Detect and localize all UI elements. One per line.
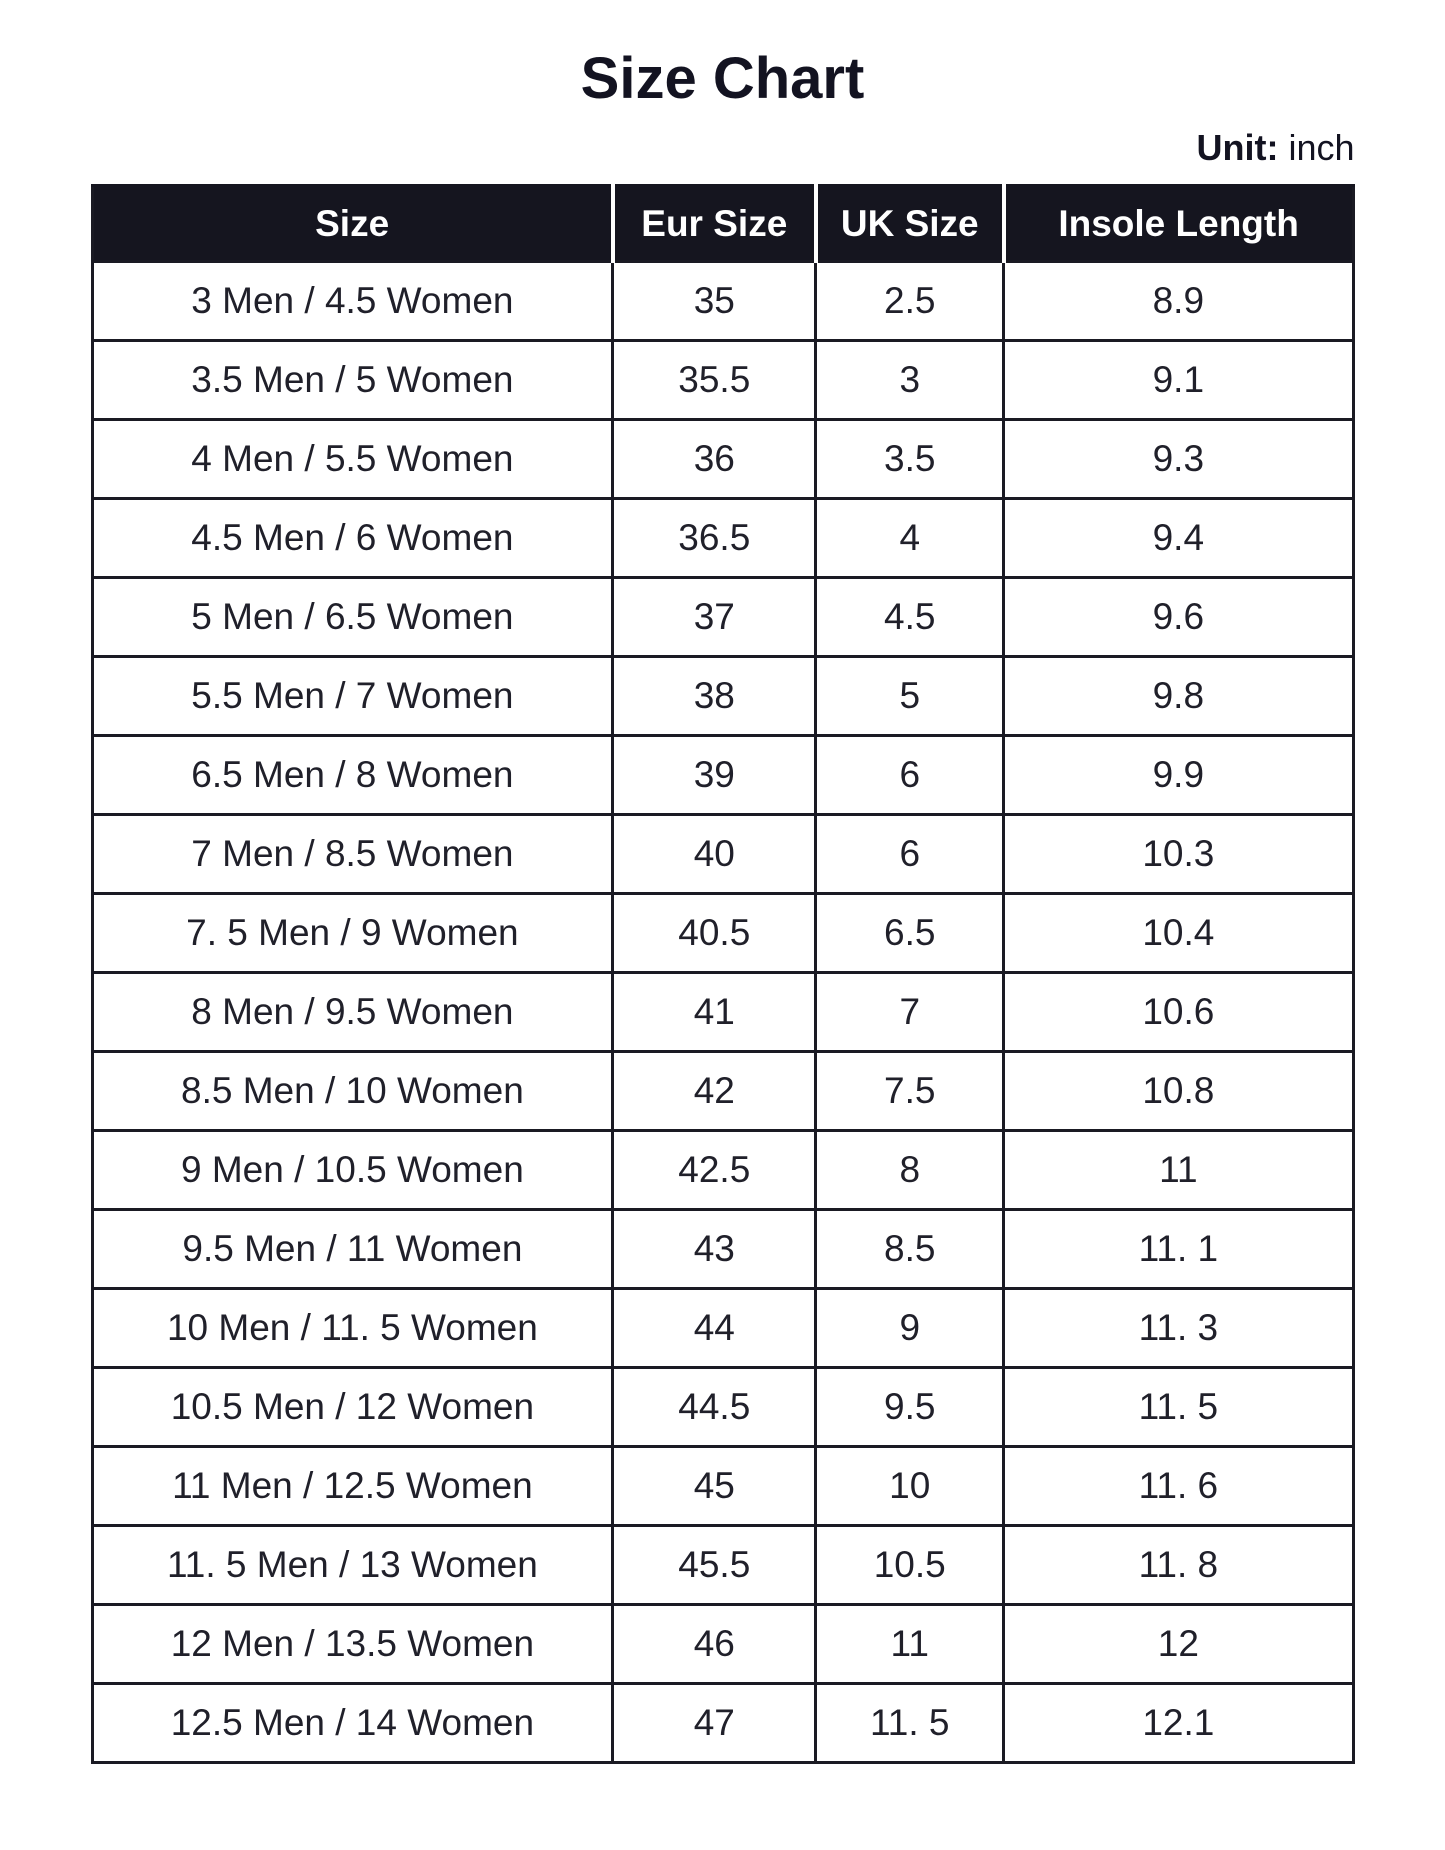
table-row: [92, 578, 1353, 657]
table-cell: 4.5 Men / 6 Women: [92, 499, 613, 578]
table-row: [92, 1368, 1353, 1447]
table-cell: 3.5: [816, 420, 1004, 499]
table-cell: 8.9: [1004, 262, 1353, 341]
unit-label: Unit:: [1196, 127, 1279, 168]
table-row: [92, 499, 1353, 578]
table-cell: 39: [613, 736, 816, 815]
table-cell: 11. 1: [1004, 1210, 1353, 1289]
table-cell: 44.5: [613, 1368, 816, 1447]
table-cell: 9 Men / 10.5 Women: [92, 1131, 613, 1210]
table-row: [92, 1131, 1353, 1210]
size-chart-table: [91, 184, 1355, 1764]
table-cell: 38: [613, 657, 816, 736]
table-cell: 35: [613, 262, 816, 341]
column-header-1: Eur Size: [613, 186, 816, 262]
table-row: [92, 1526, 1353, 1605]
table-cell: 10.3: [1004, 815, 1353, 894]
table-cell: 11. 5 Men / 13 Women: [92, 1526, 613, 1605]
table-cell: 36.5: [613, 499, 816, 578]
table-cell: 8.5 Men / 10 Women: [92, 1052, 613, 1131]
table-cell: 3.5 Men / 5 Women: [92, 341, 613, 420]
table-cell: 8.5: [816, 1210, 1004, 1289]
page-title: Size Chart: [580, 46, 865, 111]
table-cell: 8: [816, 1131, 1004, 1210]
unit-note: [91, 128, 1355, 168]
table-cell: 12 Men / 13.5 Women: [92, 1605, 613, 1684]
table-row: [92, 1684, 1353, 1763]
table-cell: 11. 6: [1004, 1447, 1353, 1526]
table-cell: 10.6: [1004, 973, 1353, 1052]
table-cell: 10.8: [1004, 1052, 1353, 1131]
table-cell: 10.4: [1004, 894, 1353, 973]
table-cell: 7 Men / 8.5 Women: [92, 815, 613, 894]
table-cell: 7.5: [816, 1052, 1004, 1131]
unit-value: inch: [1288, 127, 1355, 168]
table-cell: 10: [816, 1447, 1004, 1526]
table-cell: 12.1: [1004, 1684, 1353, 1763]
table-row: [92, 894, 1353, 973]
table-cell: 9.8: [1004, 657, 1353, 736]
table-cell: 10 Men / 11. 5 Women: [92, 1289, 613, 1368]
table-cell: 3: [816, 341, 1004, 420]
table-row: [92, 815, 1353, 894]
table-cell: 4.5: [816, 578, 1004, 657]
table-cell: 9.1: [1004, 341, 1353, 420]
table-cell: 41: [613, 973, 816, 1052]
table-row: [92, 1210, 1353, 1289]
table-cell: 9: [816, 1289, 1004, 1368]
table-row: [92, 262, 1353, 341]
table-cell: 5.5 Men / 7 Women: [92, 657, 613, 736]
table-cell: 44: [613, 1289, 816, 1368]
table-cell: 45.5: [613, 1526, 816, 1605]
table-cell: 11 Men / 12.5 Women: [92, 1447, 613, 1526]
table-cell: 4 Men / 5.5 Women: [92, 420, 613, 499]
table-row: [92, 973, 1353, 1052]
column-header-3: Insole Length: [1004, 186, 1353, 262]
table-cell: 9.6: [1004, 578, 1353, 657]
table-cell: 37: [613, 578, 816, 657]
table-cell: 7. 5 Men / 9 Women: [92, 894, 613, 973]
table-cell: 11: [816, 1605, 1004, 1684]
table-cell: 47: [613, 1684, 816, 1763]
table-cell: 6: [816, 736, 1004, 815]
table-cell: 40: [613, 815, 816, 894]
table-row: [92, 341, 1353, 420]
table-cell: 11. 3: [1004, 1289, 1353, 1368]
column-header-2: UK Size: [816, 186, 1004, 262]
table-cell: 9.4: [1004, 499, 1353, 578]
column-header-0: Size: [92, 186, 613, 262]
table-cell: 4: [816, 499, 1004, 578]
table-cell: 11. 5: [1004, 1368, 1353, 1447]
table-cell: 11. 5: [816, 1684, 1004, 1763]
table-cell: 9.3: [1004, 420, 1353, 499]
table-cell: 11: [1004, 1131, 1353, 1210]
table-row: [92, 420, 1353, 499]
table-cell: 9.9: [1004, 736, 1353, 815]
table-cell: 2.5: [816, 262, 1004, 341]
table-cell: 5: [816, 657, 1004, 736]
table-cell: 6.5: [816, 894, 1004, 973]
table-row: [92, 1289, 1353, 1368]
table-cell: 9.5 Men / 11 Women: [92, 1210, 613, 1289]
table-cell: 5 Men / 6.5 Women: [92, 578, 613, 657]
table-row: [92, 657, 1353, 736]
table-cell: 42.5: [613, 1131, 816, 1210]
table-row: [92, 1447, 1353, 1526]
table-cell: 45: [613, 1447, 816, 1526]
table-cell: 11. 8: [1004, 1526, 1353, 1605]
table-cell: 7: [816, 973, 1004, 1052]
table-cell: 12: [1004, 1605, 1353, 1684]
table-cell: 6.5 Men / 8 Women: [92, 736, 613, 815]
table-cell: 6: [816, 815, 1004, 894]
table-row: [92, 1052, 1353, 1131]
table-row: [92, 736, 1353, 815]
table-cell: 43: [613, 1210, 816, 1289]
table-row: [92, 1605, 1353, 1684]
table-cell: 40.5: [613, 894, 816, 973]
table-cell: 36: [613, 420, 816, 499]
table-cell: 46: [613, 1605, 816, 1684]
table-cell: 9.5: [816, 1368, 1004, 1447]
table-cell: 10.5 Men / 12 Women: [92, 1368, 613, 1447]
table-cell: 42: [613, 1052, 816, 1131]
table-cell: 35.5: [613, 341, 816, 420]
table-body: [92, 262, 1353, 1763]
header-row: [92, 186, 1353, 262]
table-cell: 8 Men / 9.5 Women: [92, 973, 613, 1052]
table-cell: 12.5 Men / 14 Women: [92, 1684, 613, 1763]
table-cell: 10.5: [816, 1526, 1004, 1605]
table-cell: 3 Men / 4.5 Women: [92, 262, 613, 341]
